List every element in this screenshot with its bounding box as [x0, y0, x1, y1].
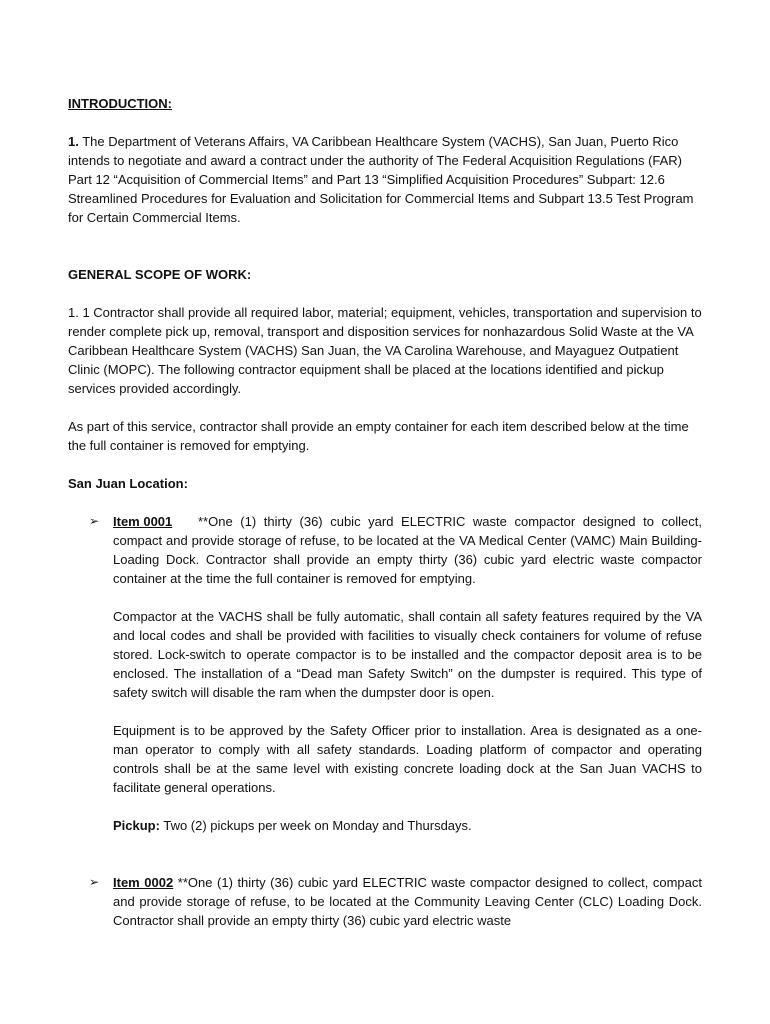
item-0001-pickup — [113, 816, 702, 835]
introduction-text: The Department of Veterans Affairs, VA Caribbean Healthcare System (VACHS), San Juan, Puerto Rico intends to negotiate and award a contract under the authority of The Federal Acquisition Regulations (FAR) Part 12 “Acquisition of Commercial Items” and Part 13 “Simplified Acquisition Procedures” Subpart: 12.6 Streamlined Procedures for Evaluation and Solicitation for Commercial Items and Subpart 13.5 Test Program for Certain Commercial Items. — [68, 134, 694, 225]
item-0001-paragraph-2: Compactor at the VACHS shall be fully automatic, shall contain all safety features required by the VA and local codes and shall be provided with facilities to visually check containers for volume of refuse stored. Lock-switch to operate compactor is to be installed and the compactor deposit area is to be enclosed. The installation of a “Dead man Safety Switch” on the dumpster is required. This type of safety switch will disable the ram when the dumpster door is open. — [113, 609, 702, 700]
scope-heading: GENERAL SCOPE OF WORK: — [68, 267, 252, 282]
introduction-heading: INTRODUCTION: — [68, 96, 172, 111]
item-0001-description — [113, 512, 702, 588]
introduction-number: 1. — [68, 134, 79, 149]
item-0001-label: Item 0001 — [113, 514, 173, 529]
introduction-paragraph — [68, 132, 702, 227]
item-0002-label: Item 0002 — [113, 875, 174, 890]
item-0001-paragraph-3: Equipment is to be approved by the Safety Officer prior to installation. Area is designated as a one-man operator to comply with all safety standards. Loading platform of compactor and operating controls shall be at the same level with existing concrete loading dock at the San Juan VACHS to facilitate general operations. — [113, 723, 702, 795]
pickup-label: Pickup: — [113, 818, 160, 833]
document-body — [68, 94, 702, 930]
list-item-0001 — [68, 512, 702, 835]
list-item-0002 — [68, 873, 702, 930]
scope-paragraph-2: As part of this service, contractor shall provide an empty container for each item described below at the time the full container is removed for emptying. — [68, 419, 689, 453]
location-heading: San Juan Location: — [68, 476, 188, 491]
pickup-text: Two (2) pickups per week on Monday and Thursdays. — [159, 818, 472, 833]
item-0002-text: **One (1) thirty (36) cubic yard ELECTRIC waste compactor designed to collect, compact and provide storage of refuse, to be located at the Community Leaving Center (CLC) Loading Dock. Contractor shall provide an empty thirty (36) cubic yard electric waste — [113, 875, 702, 928]
item-0002-description — [113, 873, 702, 930]
item-0001-text: **One (1) thirty (36) cubic yard ELECTRIC waste compactor designed to collect, compact and provide storage of refuse, to be located at the VA Medical Center (VAMC) Main Building- Loading Dock. Contractor shall provide an empty thirty (36) cubic yard electric waste compactor container at the time the full container is removed for emptying. — [113, 514, 702, 586]
arrow-bullet-icon: ➢ — [89, 514, 100, 528]
scope-paragraph-1: 1. 1 Contractor shall provide all required labor, material; equipment, vehicles, transportation and supervision to render complete pick up, removal, transport and disposition services for nonhazardous Solid Waste at the VA Caribbean Healthcare System (VACHS) San Juan, the VA Carolina Warehouse, and Mayaguez Outpatient Clinic (MOPC). The following contractor equipment shall be placed at the locations identified and pickup services provided accordingly. — [68, 305, 702, 396]
arrow-bullet-icon: ➢ — [89, 875, 100, 889]
